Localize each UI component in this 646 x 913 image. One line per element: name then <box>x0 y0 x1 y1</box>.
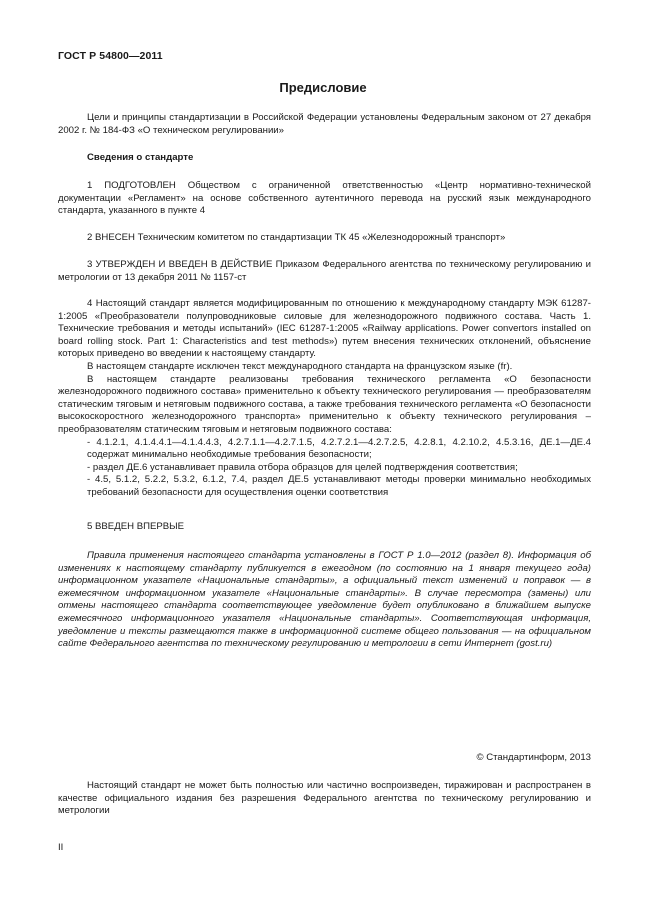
rules-note-text: Правила применения настоящего стандарта установлены в ГОСТ Р 1.0—2012 (раздел 8). Информация об изменениях к настоящему стандарту публикуется в ежегодном (по состоянию на 1 января текущего года) информационном указателе «Национальные стандарты», а официальный текст изменений и поправок — в ежемесячном информационном указателе «Национальные стандарты». В случае пересмотра (замены) или отмены настоящего стандарта соответствующее уведомление будет опубликовано в ближайшем выпуске ежемесячного информационного указателя «Национальные стандарты». Соответствующая информация, уведомление и тексты размещаются также в информационной системе общего пользования — на официальном сайте Федерального агентства по техническому регулированию и метрологии в сети Интернет (gost.ru) <box>58 550 591 650</box>
list-item: - 4.5, 5.1.2, 5.2.2, 5.3.2, 6.1.2, 7.4, раздел ДЕ.5 устанавливают методы проверки минимально необходимых требований безопасности для осуществления оценки соответствия <box>87 474 591 498</box>
list-item: - 4.1.2.1, 4.1.4.4.1—4.1.4.4.3, 4.2.7.1.1—4.2.7.1.5, 4.2.7.2.1—4.2.7.2.5, 4.2.8.1, 4.2.10.2, 4.5.3.16, ДЕ.1—ДЕ.4 содержат минимально необходимые требования безопасности; <box>87 436 591 461</box>
rules-note-block <box>58 550 591 651</box>
item-4-block <box>58 298 591 500</box>
item-1-block <box>58 180 591 218</box>
copyright-notice: © Стандартинформ, 2013 <box>476 752 591 763</box>
section-heading-block <box>58 152 591 165</box>
item-4-paragraph-3: В настоящем стандарте реализованы требования технического регламента «О безопасности железнодорожного подвижного состава» применительно к объекту технического регулирования — преобразователям статическим тяговым и нетяговым подвижного состава, а также требования технического регламента «О безопасности высокоскоростного железнодорожного транспорта» применительно к объекту технического регулирования – преобразователям статическим тяговым и нетяговым подвижного состава: <box>58 373 591 435</box>
section-heading: Сведения о стандарте <box>87 152 194 163</box>
item-4-paragraph-1: 4 Настоящий стандарт является модифицированным по отношению к международному стандарту МЭК 61287-1:2005 «Преобразователи полупроводниковые силовые для железнодорожного подвижного состава. Часть 1. Технические требования и методы испытаний» (IEC 61287-1:2005 «Railway applications. Power convertors installed on board rolling stock. Part 1: Characteristics and test methods») путем внесения технических отклонений, объяснение которых приведено во введении к настоящему стандарту. <box>58 298 591 360</box>
item-4-paragraph-2: В настоящем стандарте исключен текст международного стандарта на французском языке (fr). <box>87 360 513 372</box>
intro-paragraph <box>58 112 591 137</box>
item-5-block <box>58 521 591 534</box>
item-2-block <box>58 232 591 245</box>
item-3-block <box>58 259 591 284</box>
reproduction-note <box>58 780 591 818</box>
item-1-text: 1 ПОДГОТОВЛЕН Обществом с ограниченной ответственностью «Центр нормативно-технической документации «Регламент» на основе собственного аутентичного перевода на русский язык международного стандарта, указанного в пункте 4 <box>58 180 591 217</box>
reproduction-note-text: Настоящий стандарт не может быть полностью или частично воспроизведен, тиражирован и распространен в качестве официального издания без разрешения Федерального агентства по техническому регулированию и метрологии <box>58 780 591 817</box>
list-item: - раздел ДЕ.6 устанавливает правила отбора образцов для целей подтверждения соответствия; <box>87 461 518 473</box>
page-title: Предисловие <box>279 80 367 95</box>
page-number: II <box>58 842 64 853</box>
item-2-text: 2 ВНЕСЕН Техническим комитетом по стандартизации ТК 45 «Железнодорожный транспорт» <box>87 232 506 243</box>
document-code: ГОСТ Р 54800—2011 <box>58 50 163 62</box>
intro-text: Цели и принципы стандартизации в Российской Федерации установлены Федеральным законом от 27 декабря 2002 г. № 184-ФЗ «О техническом регулировании» <box>58 112 591 136</box>
item-3-text: 3 УТВЕРЖДЕН И ВВЕДЕН В ДЕЙСТВИЕ Приказом Федерального агентства по техническому регулированию и метрологии от 13 декабря 2011 № 1157-ст <box>58 259 591 283</box>
item-5-text: 5 ВВЕДЕН ВПЕРВЫЕ <box>87 521 185 532</box>
